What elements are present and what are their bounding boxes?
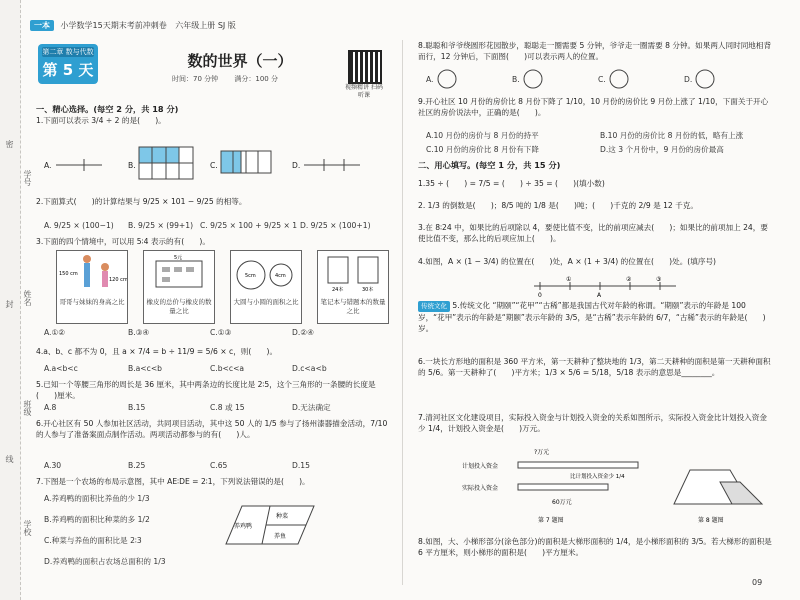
q3-figure-1-caption: 哥哥与妹妹的身高之比 — [59, 298, 125, 306]
time-limit: 时间：70 分钟 — [172, 75, 219, 83]
q4-text: 4.a、b、c 都不为 0，且 a × 7/4 = b ÷ 11/9 = 5/6 × c，则( )。 — [36, 347, 278, 356]
qr-code-icon[interactable] — [348, 50, 382, 84]
q3-opt-a[interactable]: A.①② — [44, 328, 66, 337]
svg-text:150 cm: 150 cm — [59, 271, 78, 277]
student-number-label: 学号 — [23, 170, 32, 186]
fill1-text: 1.35 ÷ ( ) = 7/5 = ( ) ÷ 35 = ( )(填小数) — [418, 179, 605, 188]
q3-figure-2 — [143, 250, 215, 324]
q4-opt-d[interactable]: D.c<a<b — [292, 364, 327, 373]
numline-label-3: ③ — [656, 276, 662, 283]
class-label: 班级 — [23, 400, 32, 416]
page-number: 09 — [752, 578, 763, 587]
fig7-less-label: 比计划投入资金少 1/4 — [570, 474, 625, 480]
left-column — [36, 104, 391, 126]
q2-opt-a[interactable]: A. 9/25 × (100−1) — [44, 221, 114, 230]
page-title: 数的世界（一） — [187, 52, 293, 70]
q9-opt-d[interactable]: D.这 3 个月份中，9 月份的房价最高 — [600, 145, 724, 154]
full-score: 满分：100 分 — [234, 75, 278, 83]
q9-opt-b[interactable]: B.10 月份的房价比 8 月份的低，略有上涨 — [600, 131, 744, 140]
book-header — [30, 20, 236, 31]
q3-figure-4 — [317, 250, 389, 324]
badge-subtitle: 第二章 数与代数 — [42, 48, 94, 56]
q7-text: 7.下图是一个农场的布局示意图，其中 AE∶DE = 2∶1，下列说法错误的是( )。 — [36, 477, 310, 486]
culture-tag: 传统文化 — [418, 301, 450, 312]
svg-text:5元: 5元 — [174, 255, 183, 261]
q1-figure-a — [54, 145, 104, 181]
fig7-caption: 第 7 题图 — [538, 517, 564, 524]
grade-label: 六年级上册 SJ 版 — [175, 21, 236, 30]
q3-figure-3 — [230, 250, 302, 324]
svg-text:4cm: 4cm — [275, 273, 286, 279]
q4-opt-c[interactable]: C.b<c<a — [210, 364, 245, 373]
q8-opt-a[interactable]: A. — [426, 75, 434, 84]
numline-label-a: A — [597, 292, 602, 298]
q8-circle-b-icon — [522, 68, 544, 90]
q3-opt-c[interactable]: C.①③ — [210, 328, 232, 337]
q3-opt-d[interactable]: D.②④ — [292, 328, 314, 337]
q3-figure-2-caption: 橡皮的总价与橡皮的数量之比 — [146, 298, 212, 315]
q5-opt-a[interactable]: A.8 — [44, 403, 57, 412]
eraser-figure-icon — [144, 251, 214, 299]
q8-text: 8.聪聪和爷爷绕圆形花园散步，聪聪走一圈需要 5 分钟，爷爷走一圈需要 8 分钟。如果两人同时同地相背而行，12 分钟后，下面图( )可以表示两人的位置。 — [418, 41, 772, 61]
q1-figure-d — [302, 145, 362, 181]
svg-text:120 cm: 120 cm — [109, 277, 127, 283]
svg-text:24本: 24本 — [332, 287, 344, 293]
fill7-text: 7.清河社区文化建设项目，实际投入资金与计划投入资金的关系如图所示，实际投入资金比计划投入资金少 1/4，计划投入资金是( )万元。 — [418, 413, 767, 433]
q1-opt-a[interactable]: A. — [44, 161, 52, 170]
q8-opt-d[interactable]: D. — [684, 75, 693, 84]
section2-heading: 二、用心填写。(每空 1 分，共 15 分) — [418, 160, 561, 170]
exam-meta — [172, 74, 278, 84]
q8-circle-d-icon — [694, 68, 716, 90]
fill2-text: 2. 1/3 的倒数是( )；8/5 吨的 1/8 是( )吨；( )千克的 2/9 是 12 千克。 — [418, 201, 698, 210]
q5-opt-b[interactable]: B.15 — [128, 403, 146, 412]
svg-text:30本: 30本 — [362, 287, 374, 293]
q6-text: 6.开心社区有 50 人参加社区活动，共同项目活动，其中这 50 人的 1/5 参与了扬州漆器描金活动，7/10 的人参与了准备案面点制作活动。两项活动都参与的有( )人。 — [36, 419, 388, 439]
q8-circle-a-icon — [436, 68, 458, 90]
numline-label-0: 0 — [538, 292, 542, 298]
q4-opt-a[interactable]: A.a<b<c — [44, 364, 78, 373]
section1-heading: 一、精心选择。(每空 2 分，共 18 分) — [36, 104, 179, 114]
q2-opt-c[interactable]: C. 9/25 × 100 + 9/25 × 1 — [200, 221, 298, 230]
series-title: 小学数学15天期末考前冲刺卷 — [60, 21, 167, 30]
q3-figure-1 — [56, 250, 128, 324]
farm-label-fish: 养鱼 — [274, 533, 287, 540]
qr-caption: 视频精讲 扫码听课 — [345, 84, 383, 99]
q1-figure-c — [220, 150, 272, 174]
fill3-text: 3.在 8∶24 中，如果比的后项除以 4，要使比值不变，比的前项应减去( )；如果比的前项加上 24，要使比值不变，那么比的后项应加上( )。 — [418, 223, 768, 243]
binding-label-seal: 密 — [5, 140, 14, 148]
farm-label-poultry: 养鸡鸭 — [234, 523, 253, 530]
q6-opt-d[interactable]: D.15 — [292, 461, 310, 470]
q1-opt-b[interactable]: B. — [128, 161, 136, 170]
q9-opt-a[interactable]: A.10 月份的房价与 8 月份的持平 — [426, 131, 539, 140]
q8-circle-c-icon — [608, 68, 630, 90]
fill6-text: 6.一块长方形地的面积是 360 平方米，第一天耕种了整块地的 1/3，第二天耕种的面积是第一天耕种面积的 5/6。第一天耕种了( )平方米；1/3 × 5/6 = 5/18，5/18 表示的意思是________。 — [418, 357, 771, 377]
q1-opt-c[interactable]: C. — [210, 161, 218, 170]
svg-text:5cm: 5cm — [245, 273, 256, 279]
fig7-actual-label: 实际投入资金 — [462, 485, 499, 492]
q3-text: 3.下面的四个情境中，可以用 5∶4 表示的有( )。 — [36, 237, 210, 246]
q3-figure-4-caption: 笔记本与错题本的数量之比 — [320, 298, 386, 315]
farm-label-vegetable: 种菜 — [276, 513, 289, 520]
fig7-plan-label: 计划投入资金 — [462, 463, 499, 470]
q1-figure-b — [138, 146, 194, 180]
q7-opt-a[interactable]: A.养鸡鸭的面积比养鱼的少 1/3 — [44, 494, 150, 503]
height-figure-icon — [57, 251, 127, 299]
q7-opt-b[interactable]: B.养鸡鸭的面积比种菜的多 1/2 — [44, 515, 150, 524]
q5-text: 5.已知一个等腰三角形的周长是 36 厘米，其中两条边的长度比是 2∶5，这个三角形的一条腰的长度是( )厘米。 — [36, 380, 376, 400]
binding-strip — [0, 0, 21, 600]
fig7-top-label: ?万元 — [534, 449, 550, 456]
q7-farm-figure — [222, 500, 322, 550]
circles-figure-icon — [231, 251, 301, 299]
binding-label-seal2: 封 — [5, 300, 14, 308]
q2-text: 2.下面算式( )的计算结果与 9/25 × 101 − 9/25 的相等。 — [36, 197, 247, 206]
q1-opt-d[interactable]: D. — [292, 161, 301, 170]
q8-opt-c[interactable]: C. — [598, 75, 606, 84]
q5-opt-c[interactable]: C.8 或 15 — [210, 403, 245, 412]
q5-opt-d[interactable]: D.无法确定 — [292, 403, 331, 412]
q6-opt-a[interactable]: A.30 — [44, 461, 62, 470]
notebook-figure-icon — [318, 251, 388, 299]
q3-figure-3-caption: 大圆与小圆的面积之比 — [233, 298, 299, 306]
q7-opt-c[interactable]: C.种菜与养鱼的面积比是 2∶3 — [44, 536, 142, 545]
q4-opt-b[interactable]: B.a<c<b — [128, 364, 162, 373]
q7-opt-d[interactable]: D.养鸡鸭的面积占农场总面积的 1/3 — [44, 557, 166, 566]
q1-text: 1.下面可以表示 3/4 ÷ 2 的是( )。 — [36, 116, 166, 125]
q6-opt-c[interactable]: C.65 — [210, 461, 228, 470]
fill8-text: 8.如图，大、小梯形部分(涂色部分)的面积是大梯形面积的 1/4，是小梯形面积的 3/5。若大梯形的面积是 6 平方厘米，则小梯形的面积是( )平方厘米。 — [418, 537, 772, 557]
q9-text: 9.开心社区 10 月份的房价比 8 月份下降了 1/10，10 月份的房价比 9 月份上涨了 1/10，下面关于开心社区的房价说法中，正确的是( )。 — [418, 97, 769, 117]
q9-opt-c[interactable]: C.10 月份的房价比 8 月份有下降 — [426, 145, 539, 154]
q2-opt-d[interactable]: D. 9/25 × (100+1) — [300, 221, 371, 230]
numline-label-2: ② — [626, 276, 632, 283]
binding-label-line: 线 — [5, 455, 14, 463]
q3-opt-b[interactable]: B.③④ — [128, 328, 150, 337]
fill4-text: 4.如图，A × (1 − 3/4) 的位置在( )处，A × (1 + 3/4) 的位置在( )处。(填序号) — [418, 257, 717, 266]
fill5-text — [418, 300, 773, 334]
q8-opt-b[interactable]: B. — [512, 75, 520, 84]
fig7-bottom-label: 60万元 — [552, 499, 572, 506]
book-logo: 一本 — [30, 20, 54, 31]
q2-opt-b[interactable]: B. 9/25 × (99+1) — [128, 221, 194, 230]
fill7-figure — [458, 446, 658, 526]
q6-opt-b[interactable]: B.25 — [128, 461, 146, 470]
fig8-caption: 第 8 题图 — [698, 517, 724, 524]
fill5-body: 5.传统文化 “期颐”“花甲”“古稀”都是我国古代对年龄的称谓。“期颐”表示的年龄是 100 岁，“花甲”表示的年龄是“期颐”表示年龄的 3/5，是“古稀”表示年龄的 6/7，“古稀”表示的年龄是( )岁。 — [418, 301, 766, 333]
fill4-number-line — [530, 276, 680, 298]
school-label: 学校 — [23, 520, 32, 536]
column-divider — [402, 40, 403, 585]
fill8-trapezoid-figure — [670, 460, 770, 526]
day-badge — [38, 44, 98, 84]
name-label: 姓名 — [23, 290, 32, 306]
numline-label-1: ① — [566, 276, 572, 283]
badge-day: 第 5 天 — [42, 61, 94, 79]
